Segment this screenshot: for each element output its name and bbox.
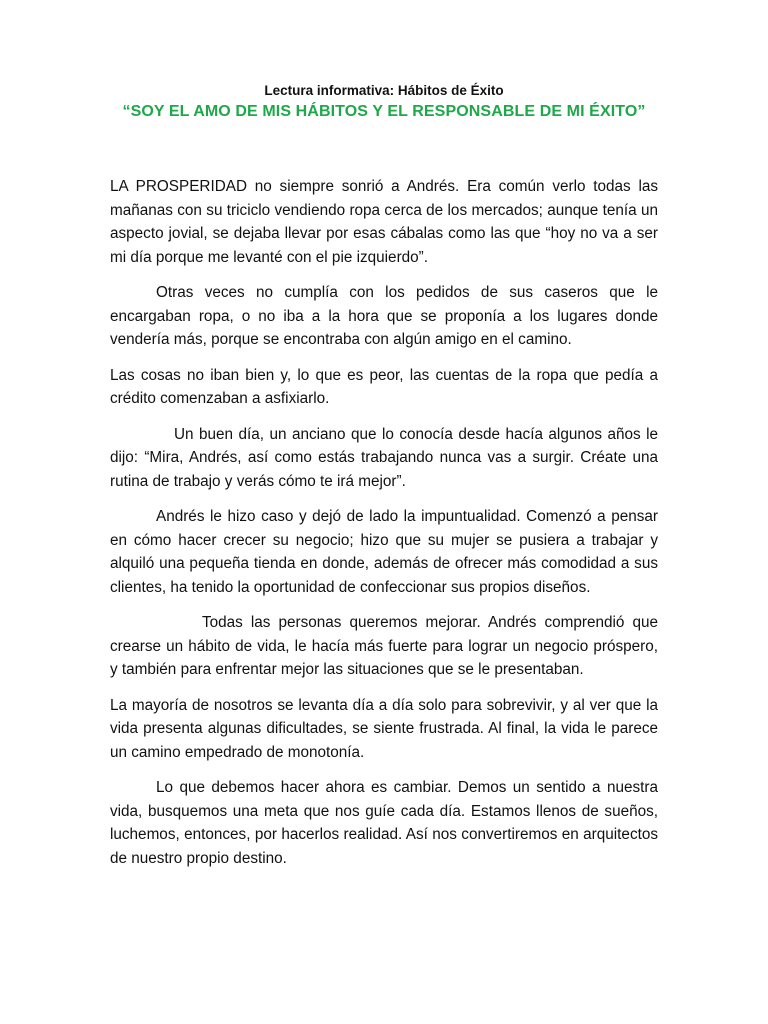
paragraph-1: LA PROSPERIDAD no siempre sonrió a Andrés. Era común verlo todas las mañanas con su triciclo vendiendo ropa cerca de los mercados; aunque tenía un aspecto jovial, se dejaba llevar por esas cábalas como las que “hoy no va a ser mi día porque me levanté con el pie izquierdo”. <box>110 178 658 266</box>
paragraph-4: Un buen día, un anciano que lo conocía desde hacía algunos años le dijo: “Mira, Andrés, así como estás trabajando nunca vas a surgir. Créate una rutina de trabajo y verás cómo te irá mejor”. <box>110 425 658 490</box>
document-body <box>110 175 658 882</box>
document-subtitle: Lectura informativa: Hábitos de Éxito <box>264 83 504 98</box>
document-title: “SOY EL AMO DE MIS HÁBITOS Y EL RESPONSABLE DE MI ÉXITO” <box>122 103 646 120</box>
paragraph-6: Todas las personas queremos mejorar. Andrés comprendió que crearse un hábito de vida, le hacía más fuerte para lograr un negocio próspero, y también para enfrentar mejor las situaciones que se le presentaban. <box>110 614 658 678</box>
paragraph-8: Lo que debemos hacer ahora es cambiar. Demos un sentido a nuestra vida, busquemos una meta que nos guíe cada día. Estamos llenos de sueños, luchemos, entonces, por hacerlos realidad. Así nos convertiremos en arquitectos de nuestro propio destino. <box>110 779 658 867</box>
paragraph-3: Las cosas no iban bien y, lo que es peor, las cuentas de la ropa que pedía a crédito comenzaban a asfixiarlo. <box>110 366 658 407</box>
paragraph-2: Otras veces no cumplía con los pedidos de sus caseros que le encargaban ropa, o no iba a la hora que se proponía a los lugares donde vendería más, porque se encontraba con algún amigo en el camino. <box>110 284 658 348</box>
paragraph-7: La mayoría de nosotros se levanta día a día solo para sobrevivir, y al ver que la vida presenta algunas dificultades, se siente frustrada. Al final, la vida le parece un camino empedrado de monotonía. <box>110 696 658 761</box>
paragraph-5: Andrés le hizo caso y dejó de lado la impuntualidad. Comenzó a pensar en cómo hacer crecer su negocio; hizo que su mujer se pusiera a trabajar y alquiló una pequeña tienda en donde, además de ofrecer más comodidad a sus clientes, ha tenido la oportunidad de confeccionar sus propios diseños. <box>110 508 658 596</box>
